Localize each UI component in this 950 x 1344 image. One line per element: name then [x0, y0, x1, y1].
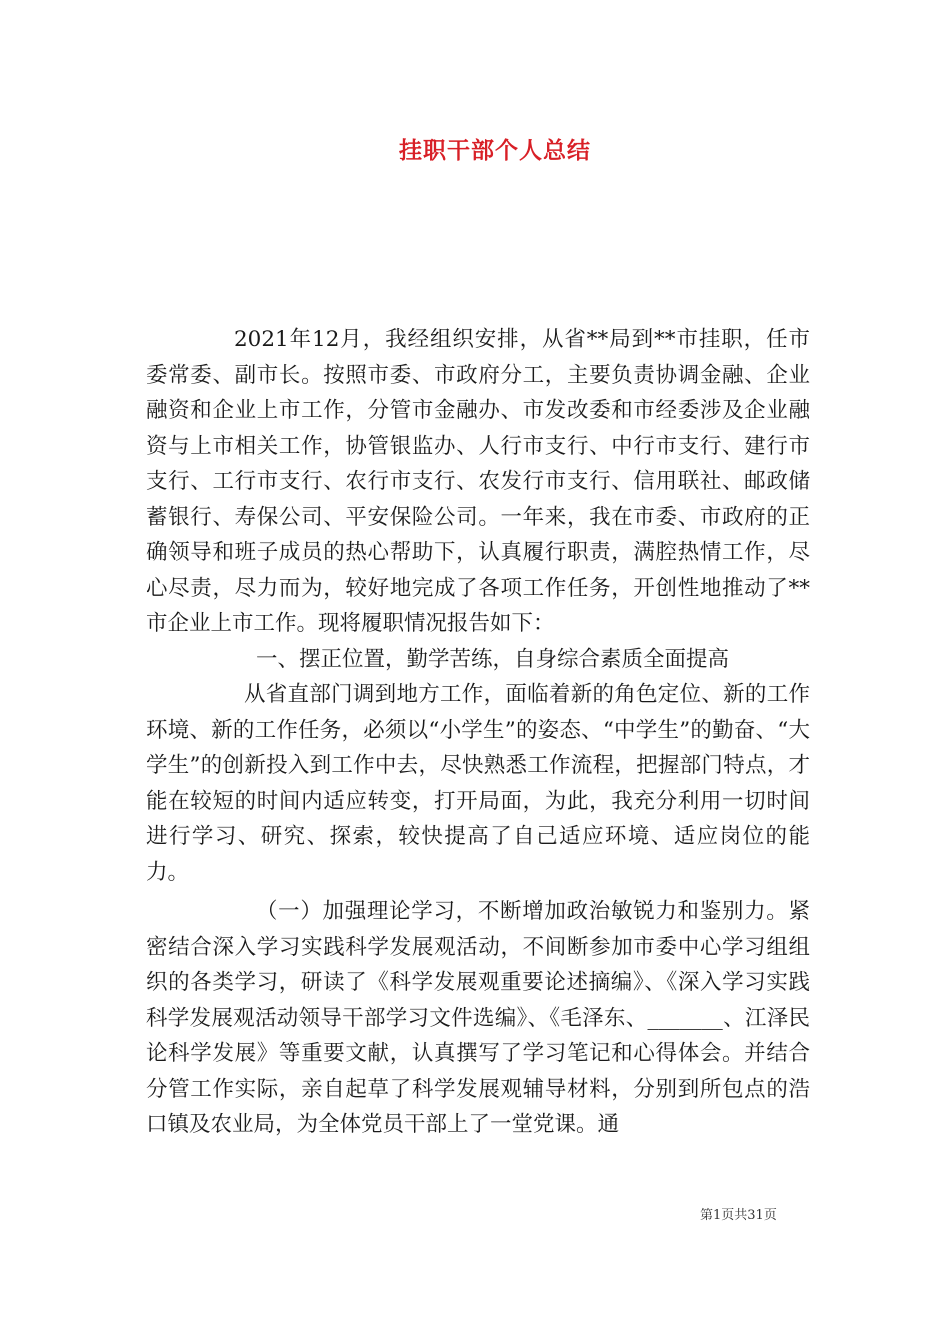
subsection-paragraph: （一）加强理论学习，不断增加政治敏锐力和鉴别力。紧密结合深入学习实践科学发展观活动，不间断参加市委中心学习组组织的各类学习，研读了《科学发展观重要论述摘编》、《深入学习实践科学发展观活动领导干部学习文件选编》、《毛泽东、_______、江泽民论科学发展》等重要文献，认真撰写了学习笔记和心得体会。并结合分管工作实际，亲自起草了科学发展观辅导材料，分别到所包点的浩口镇及农业局，为全体党员干部上了一堂党课。通 — [146, 899, 810, 1137]
section-heading: 一、摆正位置，勤学苦练，自身综合素质全面提高 — [256, 646, 730, 672]
section-paragraph: 从省直部门调到地方工作，面临着新的角色定位、新的工作环境、新的工作任务，必须以“小学生”的姿态、“中学生”的勤奋、“大学生”的创新投入到工作中去，尽快熟悉工作流程，把握部门特点，才能在较短的时间内适应转变，打开局面，为此，我充分利用一切时间进行学习、研究、探索，较快提高了自己适应环境、适应岗位的能力。 — [146, 682, 810, 885]
page-number: 第1页共31页 — [700, 1208, 777, 1223]
document-body — [146, 322, 810, 1143]
intro-paragraph: 2021年12月，我经组织安排，从省**局到**市挂职，任市委常委、副市长。按照市委、市政府分工，主要负责协调金融、企业融资和企业上市工作，分管市金融办、市发改委和市经委涉及企业融资与上市相关工作，协管银监办、人行市支行、中行市支行、建行市支行、工行市支行、农行市支行、农发行市支行、信用联社、邮政储蓄银行、寿保公司、平安保险公司。一年来，我在市委、市政府的正确领导和班子成员的热心帮助下，认真履行职责，满腔热情工作，尽心尽责，尽力而为，较好地完成了各项工作任务，开创性地推动了**市企业上市工作。现将履职情况报告如下： — [146, 327, 810, 636]
document-title: 挂职干部个人总结 — [399, 137, 591, 164]
